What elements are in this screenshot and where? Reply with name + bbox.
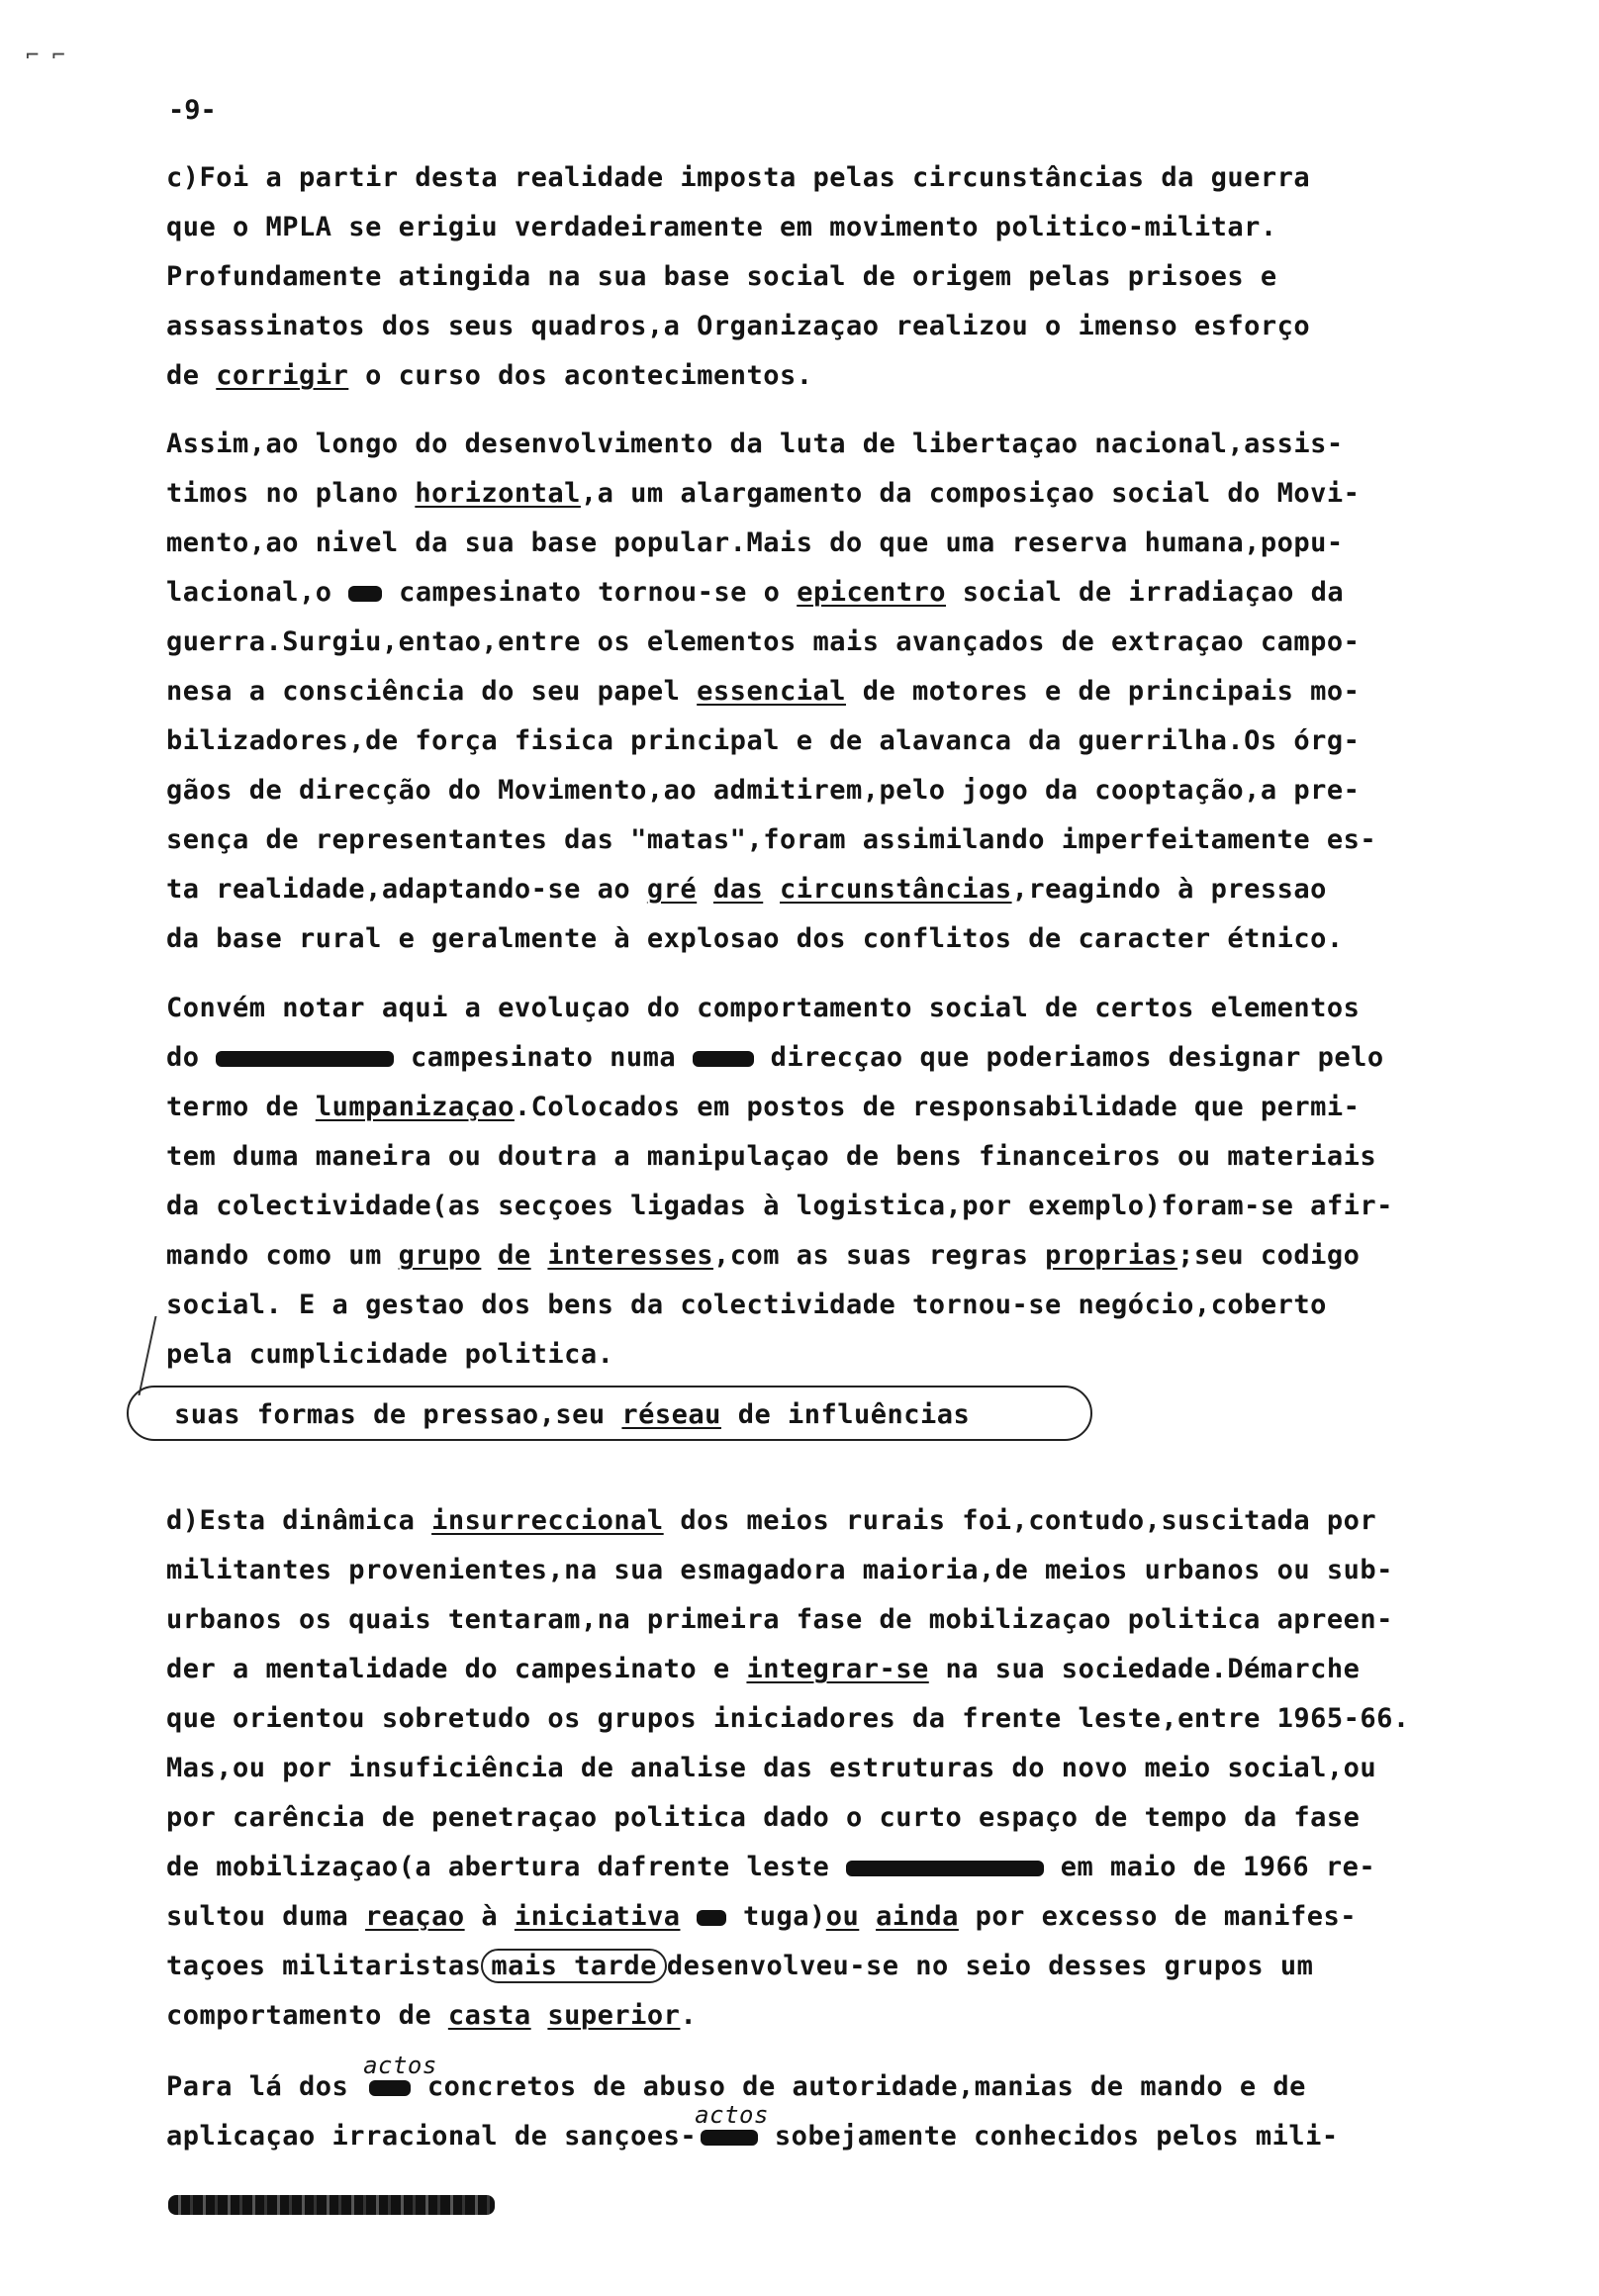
text-line: sultou duma reaçao à iniciativa tuga)ou ainda por excesso de manifes- [166,1901,1357,1932]
text-line: assassinatos dos seus quadros,a Organizaçao realizou o imenso esforço [166,311,1311,341]
text-line: Para lá dos actos concretos de abuso de autoridade,manias de mando e de [166,2070,1306,2104]
handwritten-correction: actos [363,2052,437,2079]
text-line: c)Foi a partir desta realidade imposta pelas circunstâncias da guerra [166,162,1311,193]
text-line: guerra.Surgiu,entao,entre os elementos mais avançados de extraçao campo- [166,626,1361,657]
text-line: que o MPLA se erigiu verdadeiramente em movimento politico-militar. [166,212,1277,242]
text-line: lacional,o campesinato tornou-se o epicentro social de irradiaçao da [166,577,1345,608]
insertion-text: suas formas de pressao,seu réseau de influências [174,1399,971,1430]
redaction [846,1861,1044,1876]
text-line: termo de lumpanizaçao.Colocados em postos de responsabilidade que permi- [166,1092,1361,1122]
struck-out-line [168,2195,495,2215]
text-line: mento,ao nivel da sua base popular.Mais do que uma reserva humana,popu- [166,527,1344,558]
handwritten-correction: actos [695,2101,769,2129]
text-line: de corrigir o curso dos acontecimentos. [166,360,813,391]
text-line: mando como um grupo de interesses,com as suas regras proprias;seu codigo [166,1240,1361,1271]
text-line: sença de representantes das "matas",foram assimilando imperfeitamente es- [166,824,1377,855]
text-line: bilizadores,de força fisica principal e de alavanca da guerrilha.Os órg- [166,725,1361,756]
text-line: militantes provenientes,na sua esmagadora maioria,de meios urbanos ou sub- [166,1555,1393,1585]
text-line: da colectividade(as secçoes ligadas à logistica,por exemplo)foram-se afir- [166,1191,1393,1221]
text-line: da base rural e geralmente à explosao dos conflitos de caracter étnico. [166,923,1344,954]
text-line: d)Esta dinâmica insurreccional dos meios rurais foi,contudo,suscitada por [166,1505,1377,1536]
insertion-stroke [138,1316,196,1395]
text-line: tem duma maneira ou doutra a manipulaçao de bens financeiros ou materiais [166,1141,1377,1172]
text-line: comportamento de casta superior. [166,2000,698,2031]
text-line: ta realidade,adaptando-se ao gré das circunstâncias,reagindo à pressao [166,874,1327,905]
text-line: taçoes militaristas mais tarde desenvolveu-se no seio desses grupos um [166,1951,1314,1981]
redaction [693,1051,754,1067]
redaction [697,1910,726,1926]
text-line: Mas,ou por insuficiência de analise das estruturas do novo meio social,ou [166,1753,1377,1783]
text-line: Profundamente atingida na sua base social de origem pelas prisoes e [166,261,1277,292]
circled-phrase: mais tarde [481,1949,667,1983]
text-line: nesa a consciência do seu papel essencial de motores e de principais mo- [166,676,1361,707]
text-line: social. E a gestao dos bens da colectividade tornou-se negócio,coberto [166,1290,1327,1320]
text-line: timos no plano horizontal,a um alargamento da composiçao social do Movi- [166,478,1361,509]
text-line: der a mentalidade do campesinato e integrar-se na sua sociedade.Démarche [166,1654,1361,1684]
redaction [216,1051,394,1067]
corner-pen-mark: ⌐ ⌐ [26,44,65,68]
text-line: de mobilizaçao(a abertura dafrente leste em maio de 1966 re- [166,1852,1376,1882]
text-line: do campesinato numa direcçao que poderiamos designar pelo [166,1042,1384,1073]
page-number: -9- [168,95,217,126]
redaction [348,586,382,602]
text-line: Convém notar aqui a evoluçao do comportamento social de certos elementos [166,993,1361,1023]
text-line: Assim,ao longo do desenvolvimento da luta de libertaçao nacional,assis- [166,429,1344,459]
text-line: urbanos os quais tentaram,na primeira fase de mobilizaçao politica apreen- [166,1604,1393,1635]
text-line: pela cumplicidade politica. [166,1339,614,1370]
text-line: por carência de penetraçao politica dado o curto espaço de tempo da fase [166,1802,1361,1833]
text-line: aplicaçao irracional de sançoes-actos sobejamente conhecidos pelos mili- [166,2120,1339,2153]
text-line: gãos de direcção do Movimento,ao admitirem,pelo jogo da cooptação,a pre- [166,775,1361,806]
text-line: que orientou sobretudo os grupos iniciadores da frente leste,entre 1965-66. [166,1703,1410,1734]
